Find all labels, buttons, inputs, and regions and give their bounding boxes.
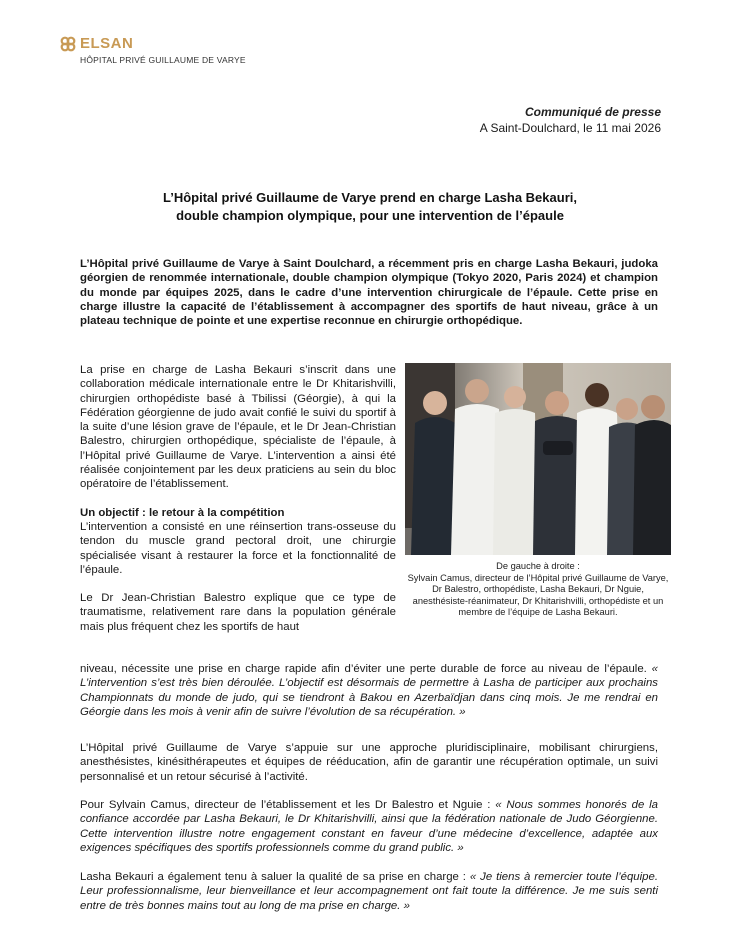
director-lead: Pour Sylvain Camus, directeur de l’établissement et les Dr Balestro et Nguie : xyxy=(80,799,491,811)
photo-caption xyxy=(405,561,671,619)
director-paragraph xyxy=(80,798,658,855)
elsan-logo-icon xyxy=(60,36,76,52)
team-photo xyxy=(405,363,671,555)
title-line-2: double champion olympique, pour une intervention de l’épaule xyxy=(176,208,564,223)
paragraph-collaboration: La prise en charge de Lasha Bekauri s’inscrit dans une collaboration médicale internationale entre le Dr Khitarishvilli, chirurgien orthopédiste basé à Tbilissi (Géorgie), à qui la Fédération géorgienne de judo avait confié le suivi du sportif à la suite d’une lésion grave de l’épaule, et le Dr Jean-Christian Balestro, chirurgien orthopédique, spécialiste de l’épaule, à l’Hôpital privé Guillaume de Varye. L’intervention a ainsi été réalisée conjointement par les deux praticiens au sein du bloc opératoire de l’établissement. xyxy=(80,364,396,491)
balestro-paragraph xyxy=(80,662,658,719)
subheading-objective: Un objectif : le retour à la compétition xyxy=(80,506,285,519)
brand-name: ELSAN xyxy=(80,35,134,52)
athlete-lead: Lasha Bekauri a également tenu à saluer la qualité de sa prise en charge : xyxy=(80,871,466,883)
intro-paragraph: L’Hôpital privé Guillaume de Varye à Saint Doulchard, a récemment pris en charge Lasha Bekauri, judoka géorgien de renommée internationale, double champion olympique (Tokyo 2020, Paris 2024) et champion du monde par équipes 2025, dans le cadre d’une intervention chirurgicale de l’épaule. Cette prise en charge illustre la capacité de l’établissement à accompagner des sportifs de haut niveau, grâce à un plateau technique de pointe et une expertise reconnue en chirurgie orthopédique. xyxy=(80,258,658,328)
athlete-quote: « Je tiens à remercier toute l’équipe. Leur professionnalisme, leur bienveillance et leur accompagnement ont fait toute la différence. Je me suis senti entre de très bonnes mains tout au long de ma prise en charge. » xyxy=(80,871,658,912)
balestro-text: niveau, nécessite une prise en charge rapide afin d’éviter une perte durable de force au niveau de l’épaule. xyxy=(80,663,647,675)
caption-heading: De gauche à droite : xyxy=(496,561,580,571)
title-line-1: L’Hôpital privé Guillaume de Varye prend en charge Lasha Bekauri, xyxy=(163,190,577,205)
approach-paragraph: L’Hôpital privé Guillaume de Varye s’appuie sur une approche pluridisciplinaire, mobilisant chirurgiens, anesthésistes, kinésithérapeutes et équipes de rééducation, afin de garantir une récupération optimale, un suivi personnalisé et un retour sécurisé à l’activité. xyxy=(80,742,658,783)
balestro-quote: « L’intervention s’est très bien déroulée. L’objectif est désormais de permettre à Lasha de participer aux prochains Championnats du monde de judo, qui se tiendront à Bakou en Azerbaïdjan dans cinq mois. Je me rendrai en Géorgie dans les mois à venir afin de suivre l’évolution de sa récupération. » xyxy=(80,663,658,718)
caption-text: Sylvain Camus, directeur de l’Hôpital privé Guillaume de Varye, Dr Balestro, orthopédiste, Lasha Bekauri, Dr Nguie, anesthésiste-réanimateur, Dr Khitarishvilli, orthopédiste et un membre de l’équipe de Lasha Bekauri. xyxy=(407,572,669,618)
paragraph-balestro-start: Le Dr Jean-Christian Balestro explique que ce type de traumatisme, relativement rare dans la population générale mais plus fréquent chez les sportifs de haut xyxy=(80,592,396,633)
page-title xyxy=(80,189,660,225)
hospital-name: HÔPITAL PRIVÉ GUILLAUME DE VARYE xyxy=(80,55,246,65)
left-column xyxy=(80,363,396,634)
paragraph-intervention: L’intervention a consisté en une réinsertion trans-osseuse du tendon du muscle grand pectoral droit, une chirurgie spécialisée visant à restaurer la force et la fonctionnalité de l’épaule. xyxy=(80,520,396,576)
dateline: A Saint-Doulchard, le 11 mai 2026 xyxy=(479,121,661,135)
director-quote: « Nous sommes honorés de la confiance accordée par Lasha Bekauri, le Dr Khitarishvilli, ainsi que la fédération nationale de Judo Géorgienne. Cette intervention illustre notre engagement constant en faveur d’une médecine d’excellence, adaptée aux exigences spécifiques des sportifs professionnels comme du grand public. » xyxy=(80,799,658,854)
athlete-paragraph xyxy=(80,870,658,913)
press-header xyxy=(480,104,661,136)
press-label: Communiqué de presse xyxy=(524,105,661,119)
